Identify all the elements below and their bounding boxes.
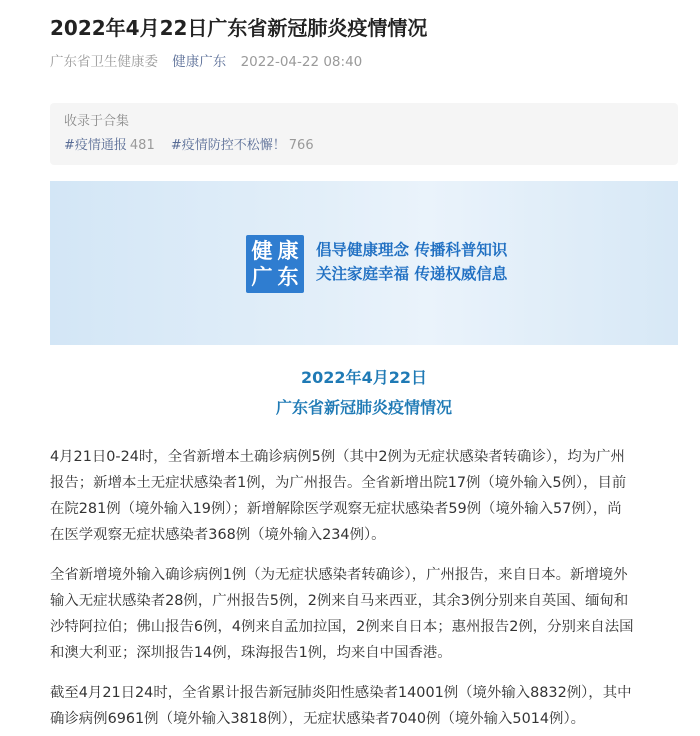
paragraph-line: 报告；新增本土无症状感染者1例，为广州报告。全省新增出院17例（境外输入5例），目前 [50, 475, 627, 491]
tag-link-epidemic-report[interactable]: #疫情通报 [64, 138, 127, 153]
article-title: 2022年4月22日广东省新冠肺炎疫情情况 [50, 16, 428, 40]
paragraph-line: 全省新增境外输入确诊病例1例（为无症状感染者转确诊），广州报告，来自日本。新增境外 [50, 567, 628, 583]
source-label: 广东省卫生健康委 [50, 54, 158, 70]
tag-count: 766 [288, 138, 314, 153]
publish-date: 2022-04-22 08:40 [240, 54, 363, 70]
paragraph-line: 确诊病例6961例（境外输入3818例），无症状感染者7040例（境外输入5014例）。 [50, 711, 586, 727]
banner-slogan-line2: 关注家庭幸福 传递权威信息 [316, 265, 508, 283]
header-banner-image [50, 181, 678, 345]
paragraph-line: 4月21日0-24时，全省新增本土确诊病例5例（其中2例为无症状感染者转确诊），均为广州 [50, 449, 625, 465]
paragraph-line: 输入无症状感染者28例，广州报告5例，2例来自马来西亚，其余3例分别来自英国、缅甸和 [50, 593, 629, 609]
paragraph-line: 在医学观察无症状感染者368例（境外输入234例）。 [50, 527, 386, 543]
content-heading-date: 2022年4月22日 [301, 368, 427, 387]
content-heading-title: 广东省新冠肺炎疫情情况 [275, 398, 452, 417]
logo-char: 康 [277, 239, 299, 263]
paragraph-line: 在院281例（境外输入19例）；新增解除医学观察无症状感染者59例（境外输入57例），尚 [50, 501, 622, 517]
jiankang-guangdong-logo [246, 235, 304, 293]
tag-link-prevention[interactable]: #疫情防控不松懈！ [170, 138, 286, 153]
collection-label: 收录于合集 [64, 114, 130, 129]
article-meta [50, 52, 362, 72]
logo-char: 东 [277, 265, 299, 289]
collection-tags [64, 137, 326, 155]
paragraph-local-cases [50, 444, 680, 548]
collection-box [50, 103, 678, 165]
paragraph-cumulative [50, 680, 680, 732]
paragraph-line: 沙特阿拉伯；佛山报告6例，4例来自孟加拉国，2例来自日本；惠州报告2例，分别来自法国 [50, 619, 634, 635]
paragraph-line: 和澳大利亚；深圳报告14例，珠海报告1例，均来自中国香港。 [50, 645, 452, 661]
banner-slogan-line1: 倡导健康理念 传播科普知识 [316, 241, 508, 259]
logo-char: 健 [251, 239, 273, 263]
paragraph-line: 截至4月21日24时，全省累计报告新冠肺炎阳性感染者14001例（境外输入8832例），其中 [50, 685, 632, 701]
tag-count: 481 [129, 138, 155, 153]
logo-char: 广 [251, 265, 273, 289]
account-link[interactable]: 健康广东 [172, 54, 227, 70]
paragraph-imported-cases [50, 562, 680, 666]
